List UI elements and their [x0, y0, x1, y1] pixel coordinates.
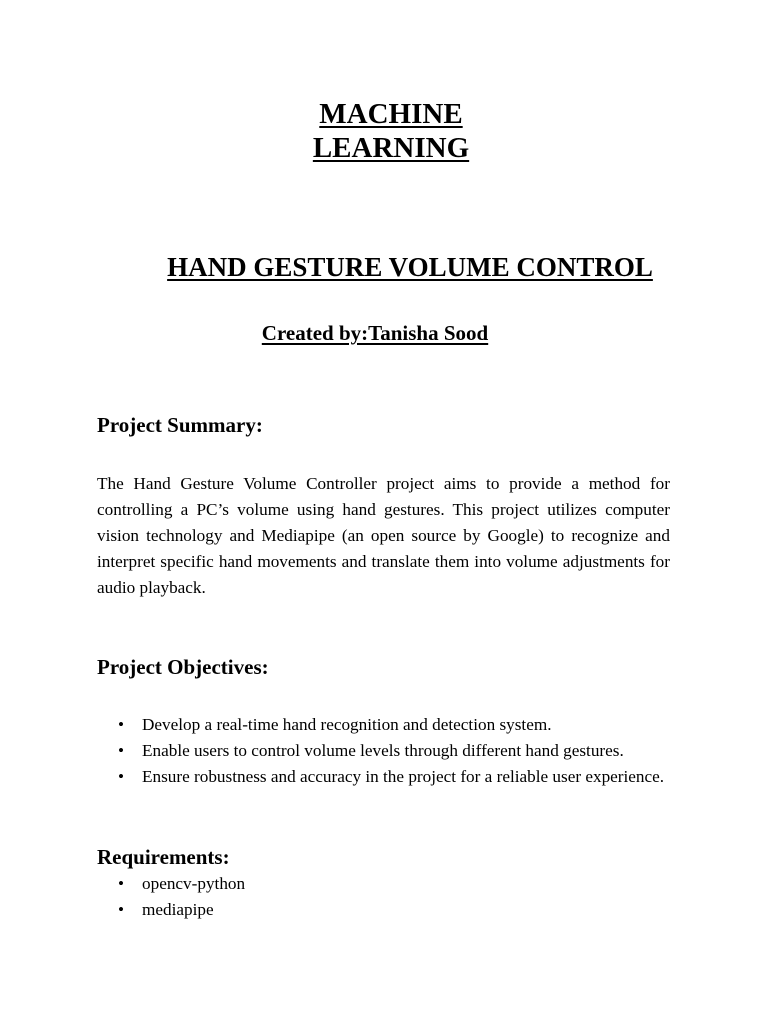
- summary-paragraph: The Hand Gesture Volume Controller project aims to provide a method for controlling a PC’s volume using hand gestures. This project utilizes computer vision technology and Mediapipe (an open source by Google) to recognize and interpret specific hand movements and translate them into volume adjustments for audio playback.: [97, 474, 670, 597]
- requirements-heading: Requirements:: [97, 845, 230, 869]
- objectives-heading: Project Objectives:: [97, 655, 269, 679]
- project-title: HAND GESTURE VOLUME CONTROL: [167, 252, 653, 282]
- bullet-icon: •: [118, 741, 125, 760]
- bullet-icon: •: [118, 900, 125, 919]
- bullet-icon: •: [118, 874, 125, 893]
- objective-text: Develop a real-time hand recognition and detection system.: [142, 715, 552, 734]
- objective-text: Enable users to control volume levels through different hand gestures.: [142, 741, 624, 760]
- list-item: [97, 712, 670, 738]
- list-item: [97, 871, 670, 897]
- requirement-text: opencv-python: [142, 874, 246, 893]
- title-line-1: MACHINE: [319, 98, 463, 130]
- author-line: Created by:Tanisha Sood: [261, 321, 489, 345]
- requirement-text: mediapipe: [142, 900, 214, 919]
- objectives-list: [97, 712, 670, 790]
- list-item: [97, 738, 670, 764]
- list-item: [97, 764, 670, 790]
- requirements-list: [97, 871, 670, 923]
- title-line-2: LEARNING: [312, 132, 470, 164]
- bullet-icon: •: [118, 767, 125, 786]
- bullet-icon: •: [118, 715, 125, 734]
- objective-text: Ensure robustness and accuracy in the project for a reliable user experience.: [142, 767, 665, 786]
- summary-heading: Project Summary:: [97, 413, 263, 437]
- list-item: [97, 897, 670, 923]
